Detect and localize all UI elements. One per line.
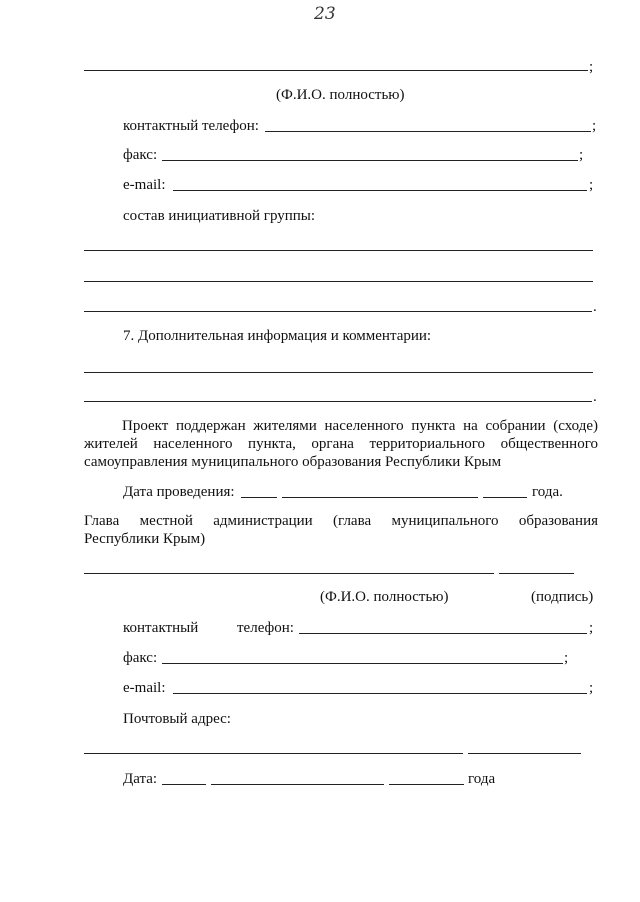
meeting-date-day[interactable]: [241, 497, 277, 498]
fio-line-semicolon: ;: [589, 59, 594, 75]
group-line-3-period: .: [593, 299, 597, 315]
email-field[interactable]: [173, 190, 587, 191]
head-date-year[interactable]: [389, 784, 464, 785]
phone-field[interactable]: [265, 131, 591, 132]
fax-label: факс:: [123, 147, 158, 163]
head-title-line-2: Республики Крым): [84, 531, 206, 547]
head-fio-line[interactable]: [84, 573, 494, 574]
meeting-date-month[interactable]: [282, 497, 478, 498]
head-address-line-2[interactable]: [468, 753, 581, 754]
email-label: e-mail:: [123, 177, 166, 193]
head-email-field[interactable]: [173, 693, 587, 694]
head-phone-semicolon: ;: [589, 620, 594, 636]
group-line-3[interactable]: [84, 311, 592, 312]
meeting-year-label: года.: [532, 484, 563, 500]
support-paragraph: Проект поддержан жителями населенного пункта на собрании (сходе) жителей населенного пункта, органа территориального общественного самоуправления муниципального образования Республики Крым: [84, 418, 598, 470]
head-year-label: года: [468, 771, 496, 787]
phone-label: контактный телефон:: [123, 118, 259, 134]
head-signature-line[interactable]: [499, 573, 574, 574]
head-email-label: e-mail:: [123, 680, 166, 696]
section7-heading: 7. Дополнительная информация и комментарии:: [123, 328, 432, 344]
page-number: 23: [314, 4, 336, 24]
meeting-date-label: Дата проведения:: [123, 484, 235, 500]
group-label: состав инициативной группы:: [123, 208, 316, 224]
fio-caption: (Ф.И.О. полностью): [276, 87, 405, 103]
head-title-line-1: Глава местной администрации (глава муниципального образования: [84, 513, 598, 529]
head-date-label: Дата:: [123, 771, 158, 787]
fax-semicolon: ;: [579, 147, 584, 163]
head-fio-caption: (Ф.И.О. полностью): [320, 589, 449, 605]
phone-semicolon: ;: [592, 118, 597, 134]
head-signature-caption: (подпись): [531, 589, 594, 605]
head-date-month[interactable]: [211, 784, 384, 785]
head-phone-label-part1: контактный: [123, 620, 199, 636]
head-date-day[interactable]: [162, 784, 206, 785]
group-line-2[interactable]: [84, 281, 593, 282]
head-address-label: Почтовый адрес:: [123, 711, 231, 727]
head-fax-field[interactable]: [162, 663, 563, 664]
email-semicolon: ;: [589, 177, 594, 193]
head-address-line-1[interactable]: [84, 753, 463, 754]
head-fax-label: факс:: [123, 650, 158, 666]
group-line-1[interactable]: [84, 250, 593, 251]
head-email-semicolon: ;: [589, 680, 594, 696]
comments-line-2-period: .: [593, 389, 597, 405]
meeting-date-year[interactable]: [483, 497, 527, 498]
fio-line[interactable]: [84, 70, 588, 71]
head-phone-field[interactable]: [299, 633, 587, 634]
head-fax-semicolon: ;: [564, 650, 569, 666]
head-phone-label-part2: телефон:: [237, 620, 294, 636]
fax-field[interactable]: [162, 160, 578, 161]
comments-line-2[interactable]: [84, 401, 592, 402]
comments-line-1[interactable]: [84, 372, 593, 373]
